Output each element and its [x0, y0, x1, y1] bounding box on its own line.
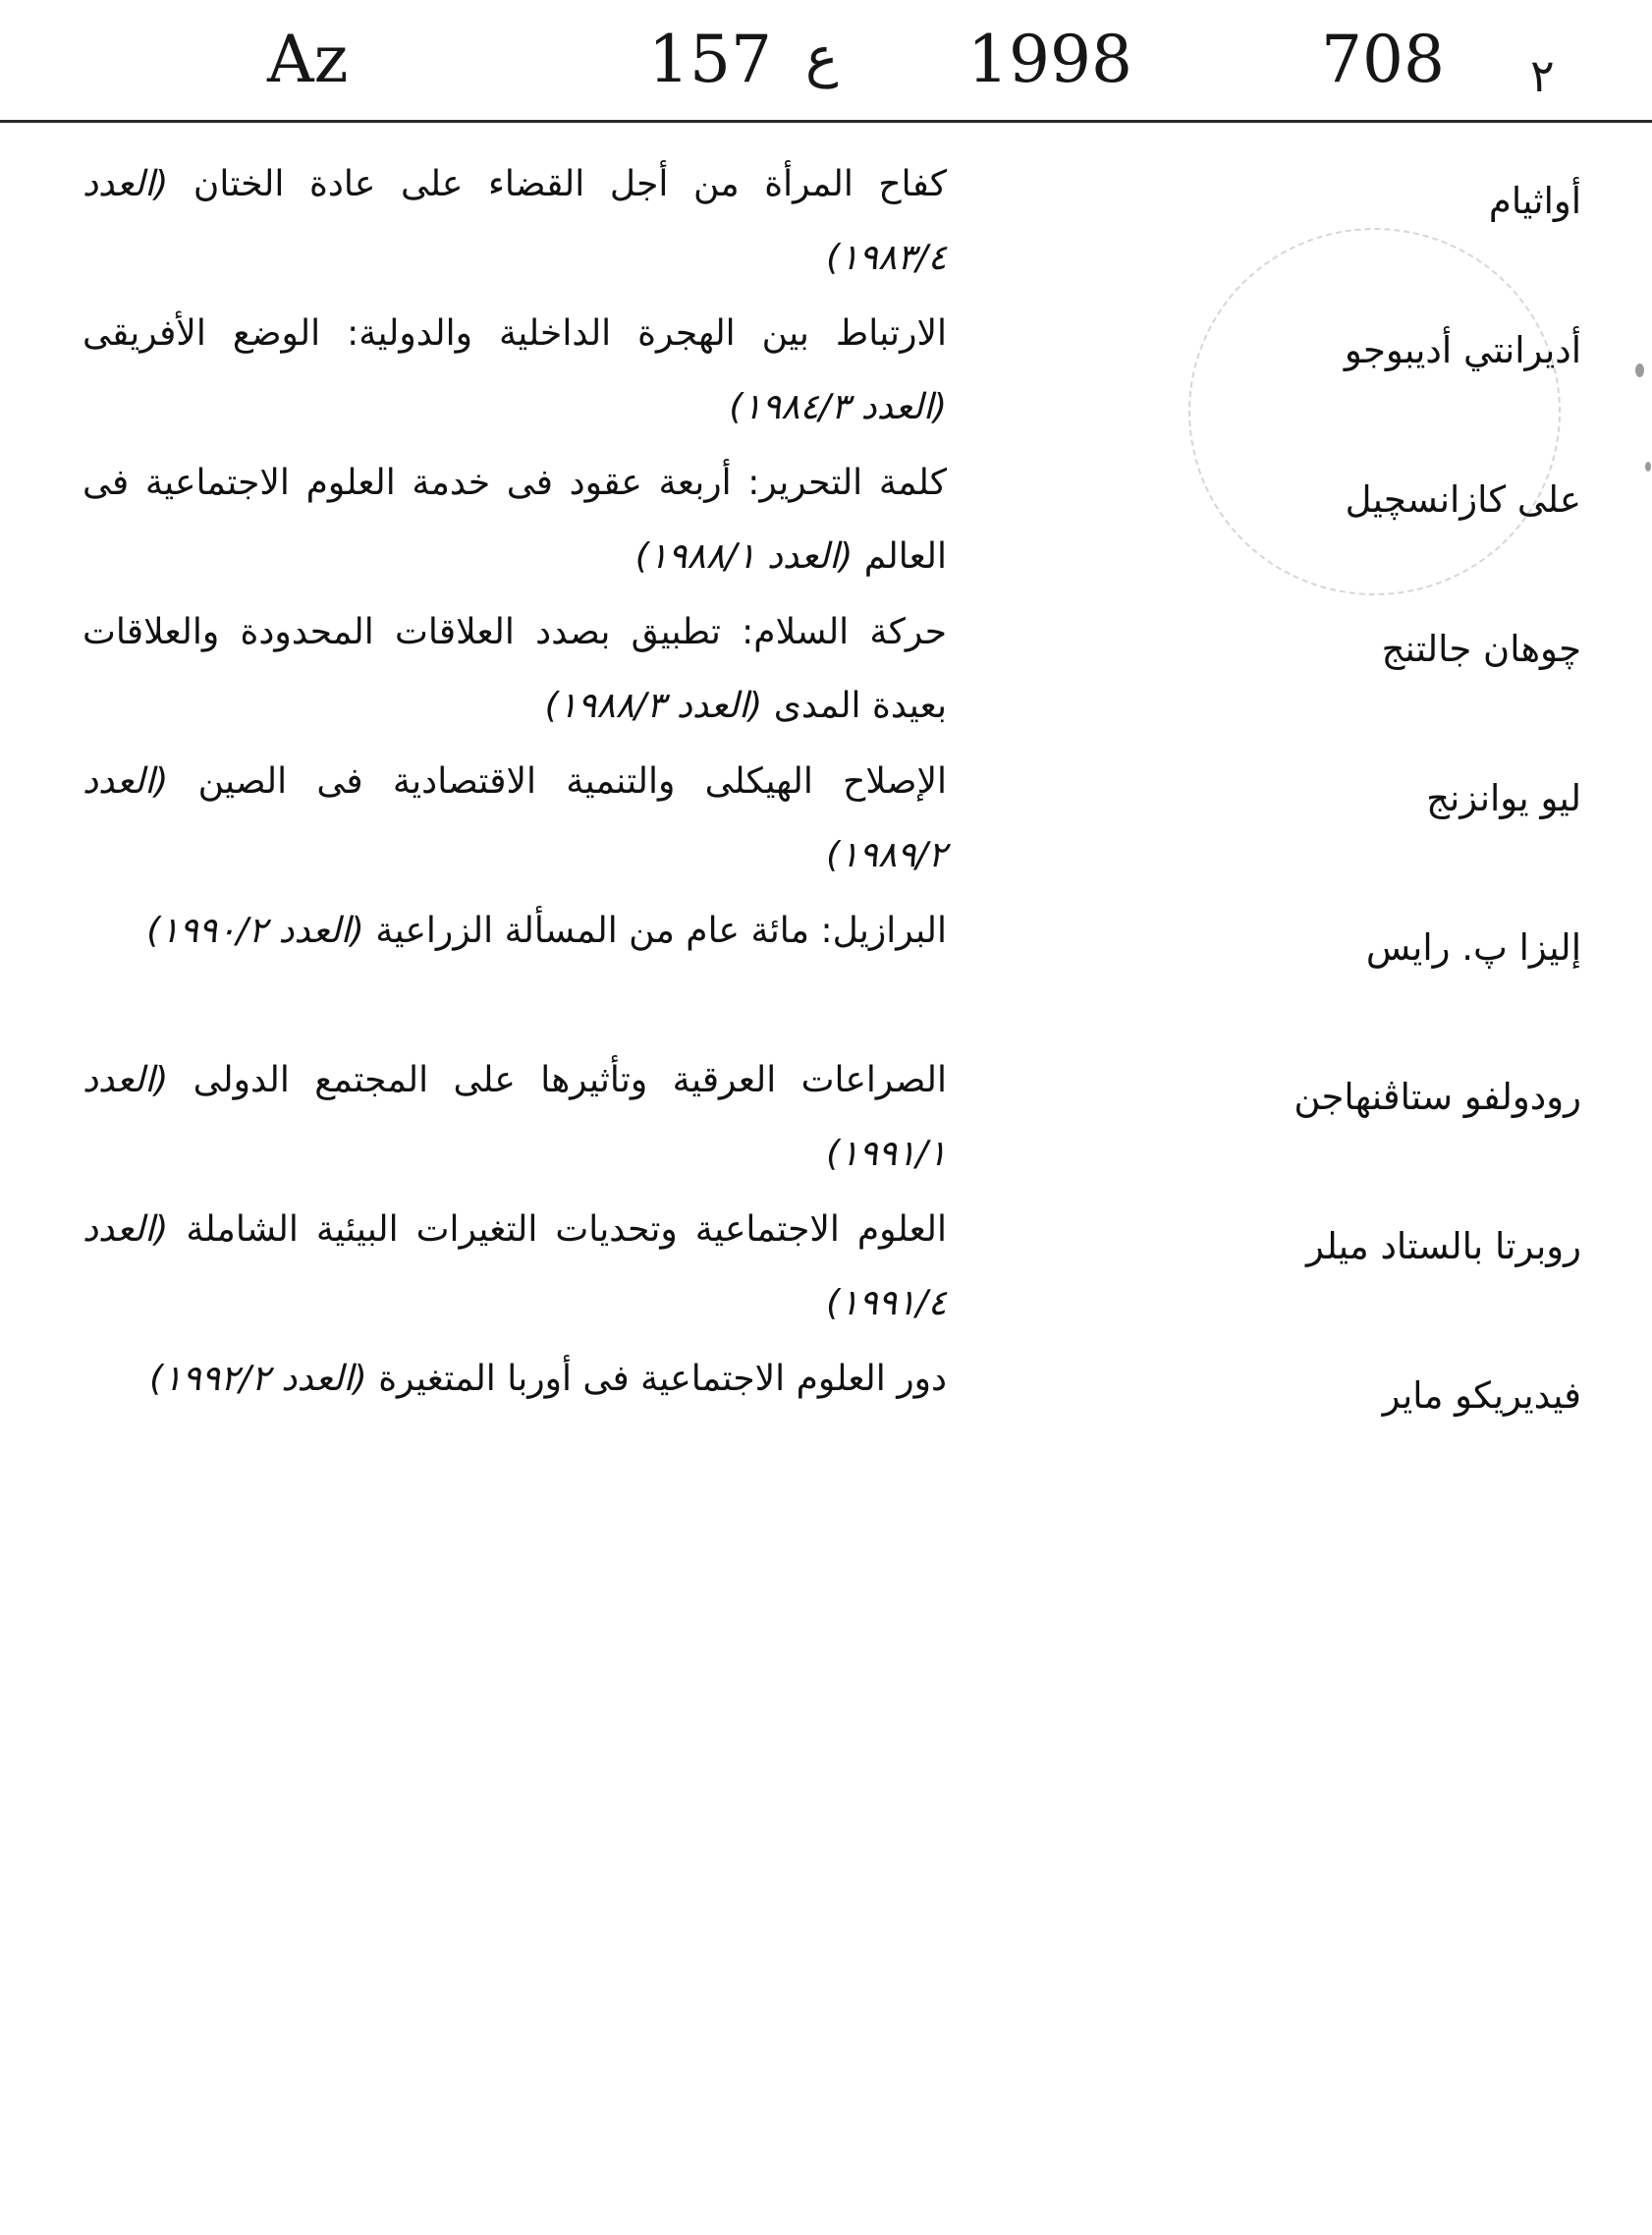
entry-title — [83, 1342, 947, 1416]
entry-title — [83, 894, 947, 968]
entry-title — [83, 595, 947, 743]
entry-title — [83, 1193, 947, 1340]
page-number: ٢ — [1530, 49, 1555, 102]
entry-author: چوهان جالتنج — [1381, 628, 1581, 670]
entry-title-text: كفاح المرأة من أجل القضاء على عادة الختان — [193, 164, 947, 204]
entry-title — [83, 1043, 947, 1191]
faded-stamp — [1188, 228, 1561, 595]
entry-title-text: الصراعات العرقية وتأثيرها على المجتمع الدولى — [193, 1060, 947, 1100]
entry-title-text: كلمة التحرير: أربعة عقود فى خدمة العلوم الاجتماعية فى العالم — [83, 463, 947, 577]
entry-title — [83, 745, 947, 892]
entry-issue: (العدد ١٩٨٩/٢) — [83, 761, 947, 875]
header-rule — [0, 120, 1652, 123]
entry-author: إليزا پ. رايس — [1365, 926, 1581, 969]
entry-issue: (العدد ١٩٨٨/٣) — [544, 686, 763, 726]
entry-author: روبرتا بالستاد ميلر — [1306, 1225, 1581, 1267]
entry-author: أديرانتي أديبوجو — [1344, 329, 1581, 371]
entry-issue: (العدد ١٩٩١/١) — [83, 1060, 947, 1174]
entry-issue: (العدد ١٩٩٢/٢) — [149, 1359, 367, 1399]
handwritten-letter: ع — [805, 26, 839, 89]
margin-speck — [1635, 363, 1644, 377]
entry-title — [83, 147, 947, 295]
entry-title-text: البرازيل: مائة عام من المسألة الزراعية — [375, 911, 947, 951]
entry-issue: (العدد ١٩٩١/٤) — [83, 1209, 947, 1323]
entry-title-text: دور العلوم الاجتماعية فى أوربا المتغيرة — [378, 1359, 947, 1399]
page-header — [0, 0, 1652, 133]
handwritten-year: 1998 — [967, 22, 1132, 97]
handwritten-number: 157 — [648, 22, 772, 97]
entry-title-text: الإصلاح الهيكلى والتنمية الاقتصادية فى الصين — [197, 761, 947, 802]
entry-author: فيديريكو ماير — [1382, 1374, 1581, 1417]
entry-title — [83, 297, 947, 444]
entry-title-text: العلوم الاجتماعية وتحديات التغيرات البيئية الشاملة — [186, 1209, 947, 1250]
entry-title-text: الارتباط بين الهجرة الداخلية والدولية: الوضع الأفريقى — [83, 313, 947, 354]
entry-issue: (العدد ١٩٨٤/٣) — [729, 387, 947, 427]
entry-issue: (العدد ١٩٨٨/١) — [634, 536, 854, 577]
entry-issue: (العدد ١٩٨٣/٤) — [83, 164, 947, 278]
entry-title — [83, 446, 947, 593]
entry-author: على كازانسچيل — [1345, 478, 1581, 521]
handwritten-code: 708 — [1321, 22, 1445, 97]
entry-author: ليو يوانزنج — [1426, 777, 1581, 819]
entry-author: أواثيام — [1488, 180, 1581, 222]
entry-issue: (العدد ١٩٩٠/٢) — [146, 911, 364, 951]
entry-author: رودولفو ستاڤنهاجن — [1294, 1076, 1581, 1118]
handwritten-mark: Az — [267, 22, 349, 97]
entry-title-text: حركة السلام: تطبيق بصدد العلاقات المحدودة والعلاقات بعيدة المدى — [83, 612, 947, 726]
margin-speck — [1645, 462, 1651, 472]
